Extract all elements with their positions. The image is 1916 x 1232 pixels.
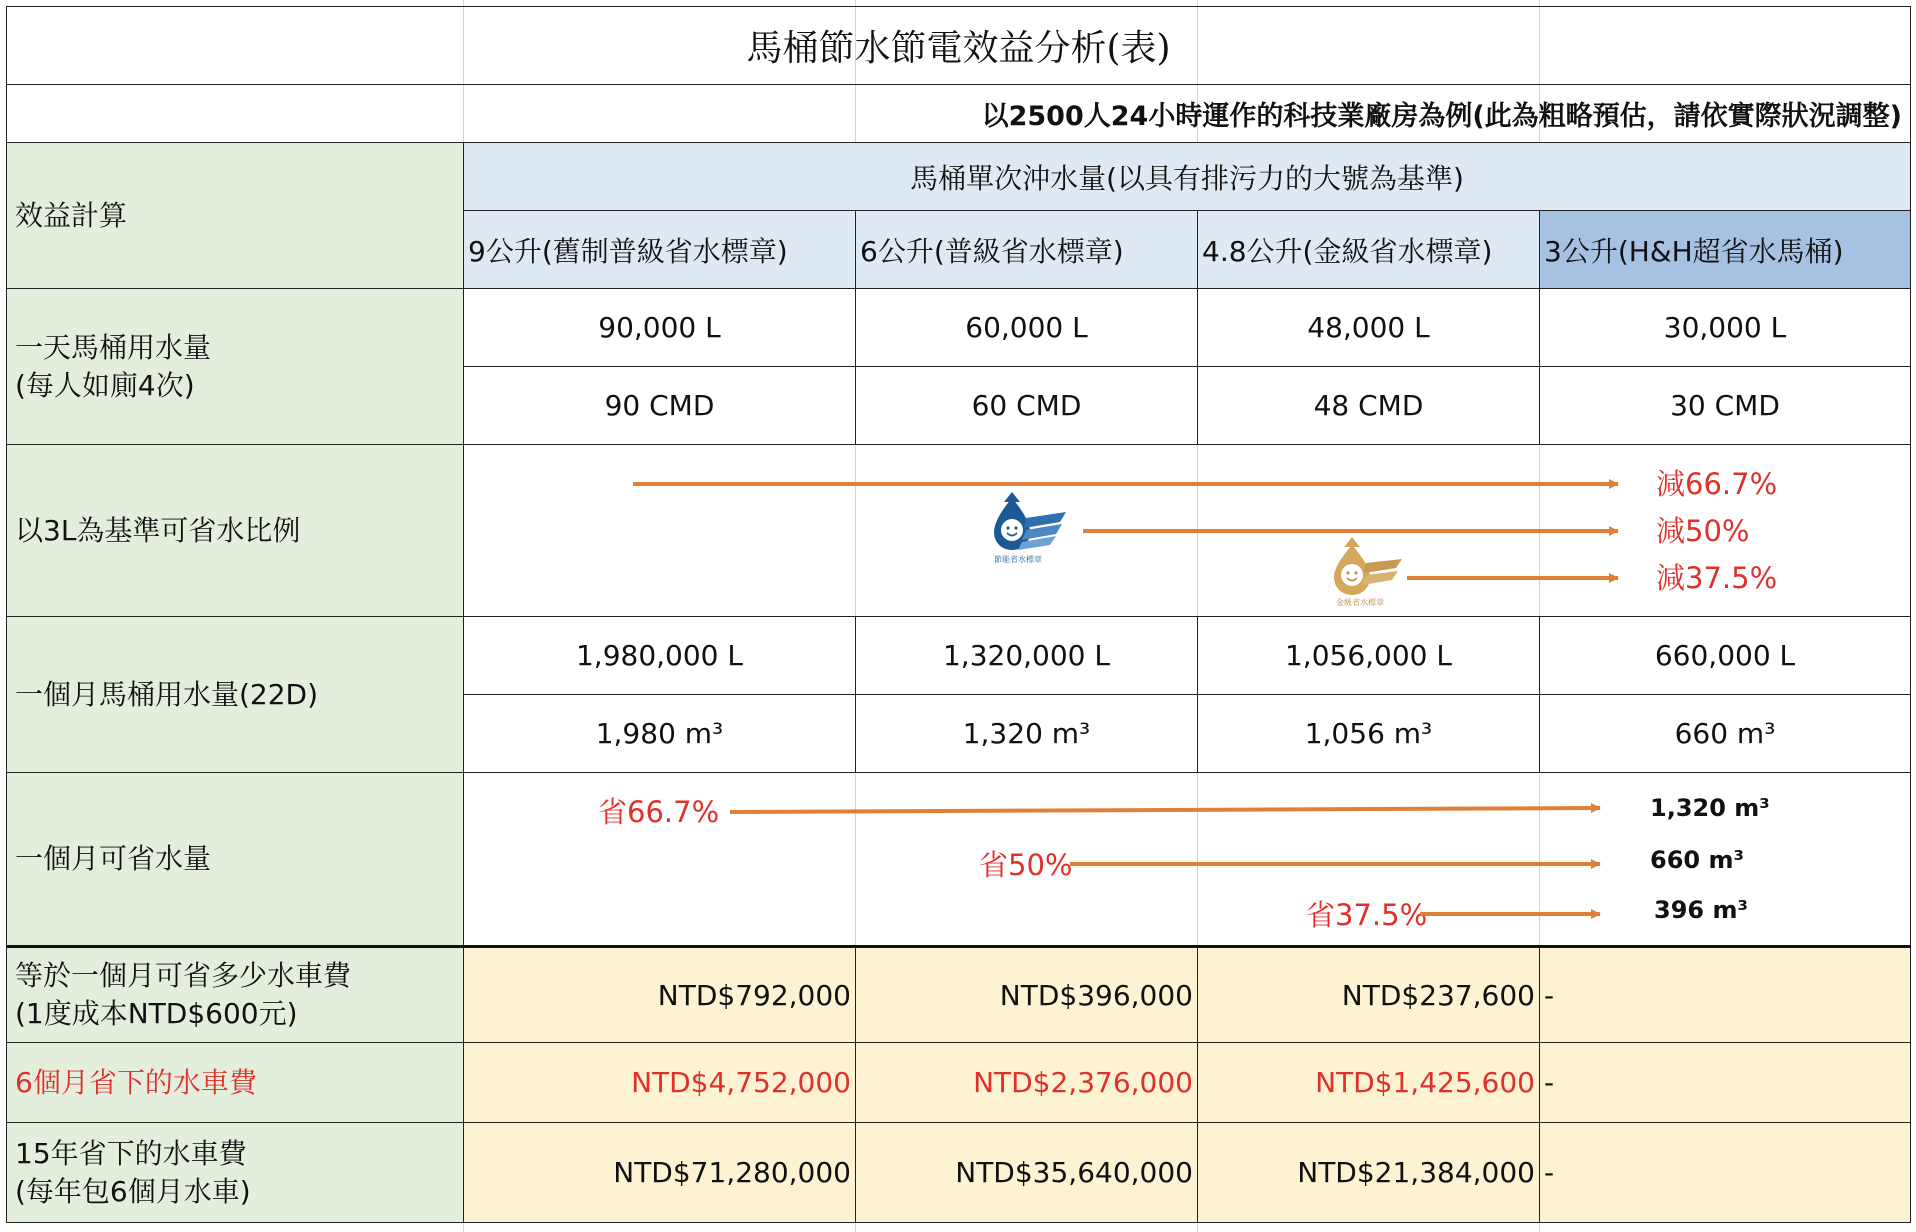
ratio-label: 減37.5%: [1656, 561, 1778, 595]
cell-six-month: NTD$2,376,000: [856, 1043, 1198, 1123]
col-header-3l: 3公升(H&H超省水馬桶): [1540, 211, 1911, 289]
cell-daily-l: 48,000 L: [1198, 289, 1540, 367]
header-group: 馬桶單次沖水量(以具有排污力的大號為基準): [464, 143, 1911, 211]
cell-fee: NTD$792,000: [464, 947, 856, 1043]
label-fifteen-year: [7, 1123, 464, 1223]
label-fee-line2: (1度成本NTD$600元): [15, 997, 298, 1030]
col-header-6l: 6公升(普級省水標章): [856, 211, 1198, 289]
saved-percent-label: 省66.7%: [598, 795, 720, 829]
cell-daily-cmd: 60 CMD: [856, 367, 1198, 445]
label-fifteen-line2: (每年包6個月水車): [15, 1174, 251, 1208]
table-subtitle: 以2500人24小時運作的科技業廠房為例(此為粗略預估，請依實際狀況調整): [7, 85, 1911, 143]
cell-month-m3: 1,320 m³: [856, 695, 1198, 773]
cell-daily-l: 60,000 L: [856, 289, 1198, 367]
saved-percent-label: 省37.5%: [1306, 898, 1428, 932]
cell-fifteen-year: -: [1540, 1123, 1911, 1223]
table-title: 馬桶節水節電效益分析(表): [7, 7, 1911, 85]
cell-six-month: NTD$4,752,000: [464, 1043, 856, 1123]
label-daily-line1: 一天馬桶用水量: [15, 330, 212, 364]
col-header-4-8l: 4.8公升(金級省水標章): [1198, 211, 1540, 289]
label-monthly: 一個月馬桶用水量(22D): [7, 617, 464, 773]
cell-daily-l: 30,000 L: [1540, 289, 1911, 367]
svg-text:金級省水標章: 金級省水標章: [1336, 598, 1384, 607]
cell-month-m3: 1,056 m³: [1198, 695, 1540, 773]
cell-fee: NTD$237,600: [1198, 947, 1540, 1043]
label-daily-line2: (每人如廁4次): [15, 368, 195, 402]
cell-month-l: 660,000 L: [1540, 617, 1911, 695]
cell-daily-cmd: 48 CMD: [1198, 367, 1540, 445]
label-ratio: 以3L為基準可省水比例: [7, 445, 464, 617]
cell-six-month: -: [1540, 1043, 1911, 1123]
cell-month-l: 1,320,000 L: [856, 617, 1198, 695]
cell-month-l: 1,056,000 L: [1198, 617, 1540, 695]
ratio-label: 減50%: [1656, 514, 1750, 548]
cell-fifteen-year: NTD$21,384,000: [1198, 1123, 1540, 1223]
col-header-9l: 9公升(舊制普級省水標章): [464, 211, 856, 289]
label-daily: [7, 289, 464, 445]
cell-fee: NTD$396,000: [856, 947, 1198, 1043]
svg-text:節能省水標章: 節能省水標章: [994, 555, 1042, 564]
cell-daily-cmd: 30 CMD: [1540, 367, 1911, 445]
cell-month-m3: 660 m³: [1540, 695, 1911, 773]
cell-fifteen-year: NTD$71,280,000: [464, 1123, 856, 1223]
label-fee: [7, 947, 464, 1043]
cell-month-m3: 1,980 m³: [464, 695, 856, 773]
analysis-table: [6, 6, 1911, 1223]
ratio-arrow-area: [464, 445, 1911, 617]
saved-percent-label: 省50%: [979, 848, 1073, 882]
label-fifteen-line1: 15年省下的水車費: [15, 1136, 247, 1170]
saved-volume-label: 660 m³: [1650, 846, 1744, 874]
label-monthly-saved: 一個月可省水量: [7, 773, 464, 947]
cell-daily-cmd: 90 CMD: [464, 367, 856, 445]
saved-volume-label: 396 m³: [1654, 896, 1748, 924]
cell-six-month: NTD$1,425,600: [1198, 1043, 1540, 1123]
saved-arrow-area: [464, 773, 1911, 947]
saved-volume-label: 1,320 m³: [1650, 794, 1770, 822]
label-six-month: 6個月省下的水車費: [7, 1043, 464, 1123]
cell-daily-l: 90,000 L: [464, 289, 856, 367]
ratio-label: 減66.7%: [1656, 467, 1778, 501]
cell-fee: -: [1540, 947, 1911, 1043]
label-fee-line1: 等於一個月可省多少水車費: [15, 959, 352, 992]
cell-fifteen-year: NTD$35,640,000: [856, 1123, 1198, 1223]
label-calc: 效益計算: [7, 143, 464, 289]
cell-month-l: 1,980,000 L: [464, 617, 856, 695]
